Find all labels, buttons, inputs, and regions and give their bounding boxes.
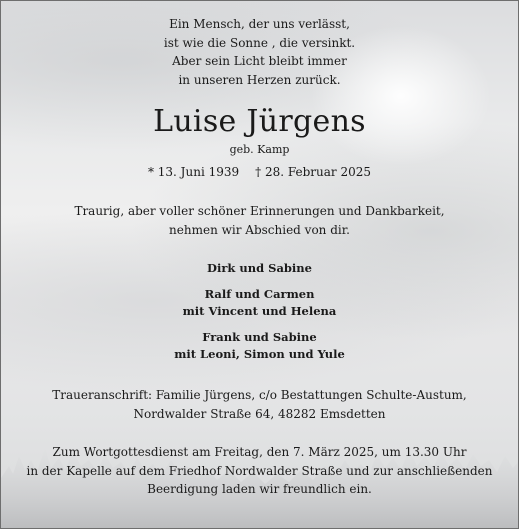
farewell-line: nehmen wir Abschied von dir. [169, 222, 350, 237]
service-info [1, 443, 518, 499]
mourner-line: Frank und Sabine [202, 330, 317, 344]
birth-name: geb. Kamp [229, 143, 290, 156]
mourner-line: mit Vincent und Helena [182, 304, 337, 318]
service-line: Zum Wortgottesdienst am Freitag, den 7. März 2025, um 13.30 Uhr [52, 445, 467, 459]
address-line: Nordwalder Straße 64, 48282 Emsdetten [133, 406, 386, 421]
mourner-group [1, 286, 518, 320]
address-line: Traueranschrift: Familie Jürgens, c/o Bestattungen Schulte-Austum, [52, 388, 467, 402]
life-dates [1, 164, 518, 180]
farewell-message [1, 202, 518, 239]
mourner-line: Dirk und Sabine [207, 261, 312, 275]
service-line: in der Kapelle auf dem Friedhof Nordwalder Straße und zur anschließenden [26, 463, 493, 478]
mourner-line: mit Leoni, Simon und Yule [174, 347, 345, 361]
mourning-address [1, 386, 518, 423]
memorial-poem [1, 15, 518, 89]
farewell-line: Traurig, aber voller schöner Erinnerungen und Dankbarkeit, [74, 204, 445, 218]
birth-date: * 13. Juni 1939 [147, 165, 240, 179]
poem-line: in unseren Herzen zurück. [178, 72, 341, 87]
mourner-line: Ralf und Carmen [204, 287, 315, 301]
poem-line: Aber sein Licht bleibt immer [172, 54, 347, 68]
service-line: Beerdigung laden wir freundlich ein. [147, 482, 372, 496]
mourner-group [1, 329, 518, 363]
deceased-name: Luise Jürgens [153, 104, 366, 139]
death-date: † 28. Februar 2025 [255, 165, 372, 179]
mourner-group [1, 260, 518, 277]
poem-line: ist wie die Sonne , die versinkt. [163, 35, 356, 50]
poem-line: Ein Mensch, der uns verlässt, [169, 17, 350, 31]
